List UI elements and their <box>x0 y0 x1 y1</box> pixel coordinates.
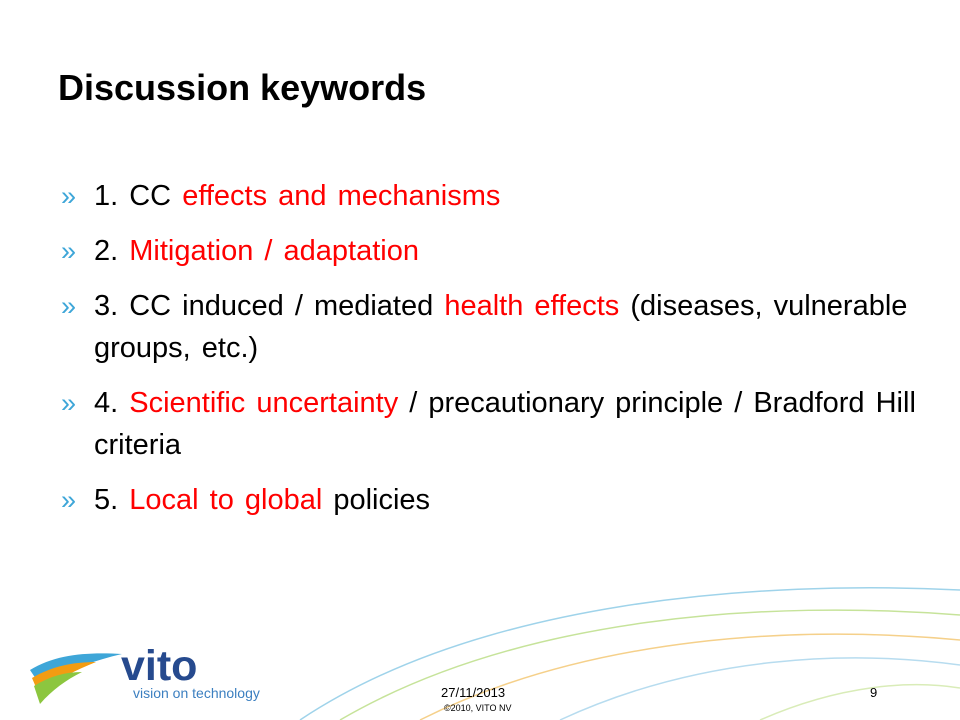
highlighted-keyword: Scientific uncertainty <box>129 387 399 419</box>
bullet-text: 4. <box>94 387 130 419</box>
bullet-marker: » <box>61 485 77 515</box>
footer-date: 27/11/2013 <box>441 685 506 700</box>
bullet-text: 5. <box>94 484 130 516</box>
bullet-item <box>58 175 938 217</box>
bullet-marker: » <box>61 291 77 321</box>
highlighted-keyword: effects and mechanisms <box>182 180 501 212</box>
bullet-item <box>58 479 938 521</box>
vito-logo-icon <box>26 648 126 708</box>
bullet-text: 1. CC <box>94 180 183 212</box>
highlighted-keyword: Local to global <box>129 484 323 516</box>
bullet-text: / precautionary principle / Bradford Hill criteria <box>94 387 916 461</box>
highlighted-keyword: health effects <box>444 290 620 322</box>
bullet-marker: » <box>61 388 77 418</box>
logo-tagline: vision on technology <box>133 685 260 701</box>
slide-title: Discussion keywords <box>58 67 427 108</box>
bullet-item <box>58 285 938 369</box>
bullet-marker: » <box>61 236 77 266</box>
bullet-text: 2. <box>94 235 130 267</box>
footer-copyright: ©2010, VITO NV <box>444 703 512 713</box>
bullet-item <box>58 230 938 272</box>
logo-wordmark: vito <box>121 642 198 690</box>
bullet-text: policies <box>322 484 431 516</box>
vito-logo <box>26 642 276 708</box>
bullet-text: (diseases, vulnerable groups, etc.) <box>94 290 908 364</box>
bullet-text: 3. CC induced / mediated <box>94 290 445 322</box>
highlighted-keyword: Mitigation / adaptation <box>129 235 419 267</box>
bullet-marker: » <box>61 181 77 211</box>
bullet-item <box>58 382 938 466</box>
page-number: 9 <box>870 685 878 700</box>
bullet-list <box>58 175 938 534</box>
